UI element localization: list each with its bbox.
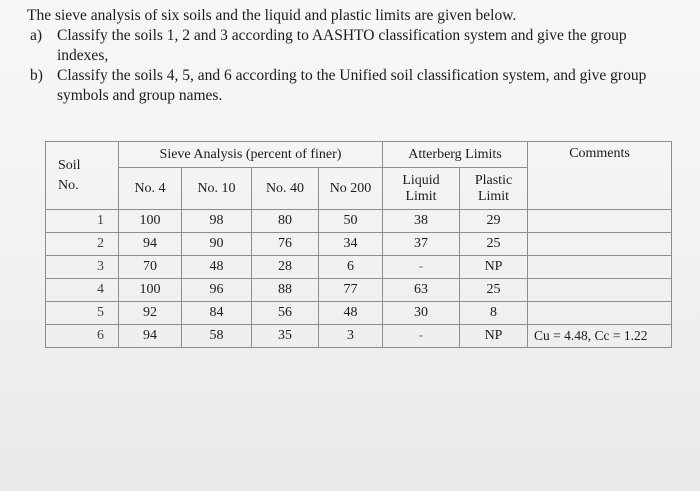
comment-value: Cu = 4.48, Cc = 1.22: [528, 325, 672, 348]
part-b: [27, 66, 687, 106]
no4-header: No. 4: [119, 168, 182, 210]
comment-value: [528, 302, 672, 325]
pl-header-line1: Plastic: [474, 172, 513, 188]
liquid-limit-value: -: [383, 325, 460, 348]
part-b-label: b): [30, 67, 43, 84]
no10-value: 58: [182, 325, 252, 348]
no4-value: 92: [119, 302, 182, 325]
table-row: [46, 210, 672, 233]
plastic-limit-value: NP: [460, 325, 528, 348]
soil-number: 2: [46, 233, 119, 256]
soil-header-line2: No.: [58, 177, 79, 193]
no10-value: 96: [182, 279, 252, 302]
comment-value: [528, 279, 672, 302]
problem-statement: [27, 6, 687, 106]
comments-header: Comments: [528, 142, 672, 210]
sieve-group-header: Sieve Analysis (percent of finer): [119, 142, 383, 168]
header-row-1: [46, 142, 672, 168]
comment-value: [528, 210, 672, 233]
ll-header-line1: Liquid: [402, 172, 440, 188]
plastic-limit-value: 25: [460, 279, 528, 302]
soil-number: 1: [46, 210, 119, 233]
no4-value: 100: [119, 210, 182, 233]
liquid-limit-value: 30: [383, 302, 460, 325]
part-b-text: Classify the soils 4, 5, and 6 according to the Unified soil classification system, and give group symbols and group names.: [57, 67, 647, 104]
liquid-limit-header: [383, 168, 460, 210]
part-a: [27, 26, 687, 66]
soil-number: 5: [46, 302, 119, 325]
liquid-limit-value: 63: [383, 279, 460, 302]
liquid-limit-value: 38: [383, 210, 460, 233]
no200-value: 34: [319, 233, 383, 256]
table-row: [46, 279, 672, 302]
no4-value: 94: [119, 233, 182, 256]
soil-number: 3: [46, 256, 119, 279]
no4-value: 94: [119, 325, 182, 348]
table-row: [46, 302, 672, 325]
no40-header: No. 40: [252, 168, 319, 210]
sieve-analysis-table: [45, 141, 672, 348]
no200-value: 6: [319, 256, 383, 279]
plastic-limit-value: NP: [460, 256, 528, 279]
ll-header-line2: Limit: [405, 188, 437, 204]
atterberg-group-header: Atterberg Limits: [383, 142, 528, 168]
no200-value: 3: [319, 325, 383, 348]
no40-value: 35: [252, 325, 319, 348]
plastic-limit-value: 29: [460, 210, 528, 233]
liquid-limit-value: 37: [383, 233, 460, 256]
no4-value: 70: [119, 256, 182, 279]
no4-value: 100: [119, 279, 182, 302]
no40-value: 88: [252, 279, 319, 302]
no10-value: 90: [182, 233, 252, 256]
table-row: [46, 233, 672, 256]
table-row: [46, 325, 672, 348]
no200-value: 77: [319, 279, 383, 302]
liquid-limit-value: -: [383, 256, 460, 279]
soil-number: 6: [46, 325, 119, 348]
soil-number: 4: [46, 279, 119, 302]
no40-value: 76: [252, 233, 319, 256]
no40-value: 56: [252, 302, 319, 325]
plastic-limit-header: [460, 168, 528, 210]
no10-value: 98: [182, 210, 252, 233]
no10-value: 84: [182, 302, 252, 325]
plastic-limit-value: 8: [460, 302, 528, 325]
no40-value: 28: [252, 256, 319, 279]
comment-value: [528, 256, 672, 279]
comment-value: [528, 233, 672, 256]
soil-header-line1: Soil: [58, 157, 81, 173]
no10-value: 48: [182, 256, 252, 279]
part-a-label: a): [30, 27, 43, 44]
no200-value: 48: [319, 302, 383, 325]
soil-no-header: [46, 142, 119, 210]
problem-intro: The sieve analysis of six soils and the liquid and plastic limits are given below.: [27, 7, 517, 24]
part-a-text: Classify the soils 1, 2 and 3 according to AASHTO classification system and give the group indexes,: [57, 27, 627, 64]
no200-value: 50: [319, 210, 383, 233]
pl-header-line2: Limit: [477, 188, 510, 204]
no10-header: No. 10: [182, 168, 252, 210]
plastic-limit-value: 25: [460, 233, 528, 256]
table-row: [46, 256, 672, 279]
no40-value: 80: [252, 210, 319, 233]
no200-header: No 200: [319, 168, 383, 210]
